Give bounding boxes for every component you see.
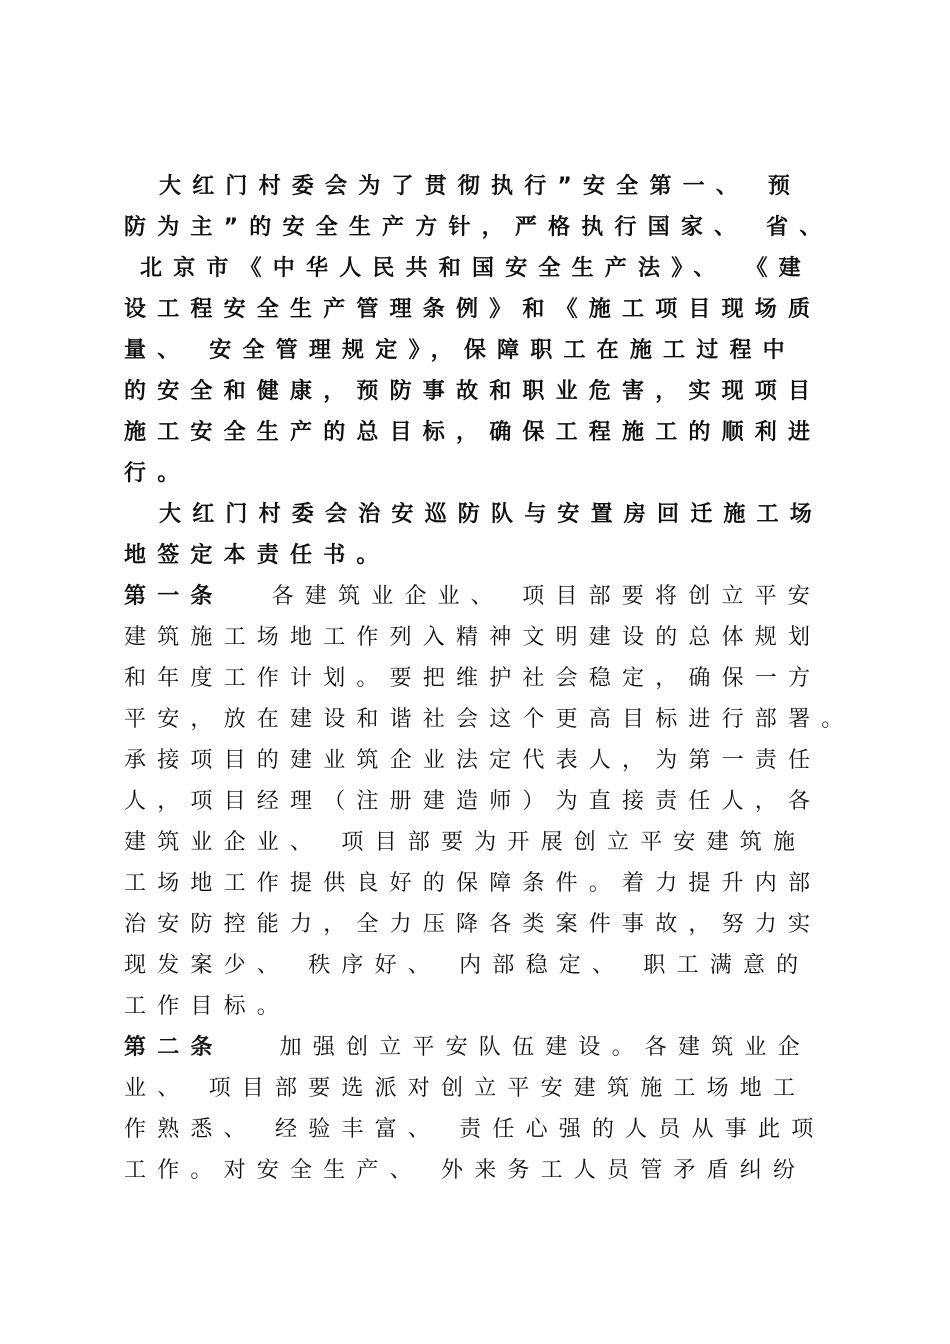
article-1-first-line xyxy=(124,582,821,612)
article-2-title: 第二条 xyxy=(124,1035,224,1060)
text-line-25: 工作。对安全生产、 外来务工人员管矛盾纠纷 xyxy=(124,1158,807,1183)
text-line-10: 地签定本责任书。 xyxy=(124,543,390,568)
text-line-7: 施工安全生产的总目标，确保工程施工的顺利进 xyxy=(124,420,822,445)
text-line-21: 工作目标。 xyxy=(124,994,291,1019)
text-line-11: 各建筑业企业、 项目部要将创立平安 xyxy=(271,584,822,609)
text-line-6: 的安全和健康，预防事故和职业危害，实现项目 xyxy=(124,379,822,404)
text-line-8: 行。 xyxy=(124,461,191,486)
text-line-16: 人，项目经理（注册建造师）为直接责任人，各 xyxy=(124,789,822,814)
text-line-9: 大红门村委会治安巡防队与安置房回迁施工场 xyxy=(159,502,824,527)
text-line-2: 防为主”的安全生产方针，严格执行国家、 省、 xyxy=(124,215,833,240)
text-line-22: 加强创立平安队伍建设。各建筑业企 xyxy=(279,1035,811,1060)
text-line-15: 承接项目的建业筑企业法定代表人，为第一责任 xyxy=(124,748,822,773)
text-line-14: 平安，放在建设和谐社会这个更高目标进行部署。 xyxy=(124,707,855,732)
text-line-12: 建筑施工场地工作列入精神文明建设的总体规划 xyxy=(124,625,822,650)
text-line-24: 作熟悉、 经验丰富、 责任心强的人员从事此项 xyxy=(124,1117,825,1142)
text-line-18: 工场地工作提供良好的保障条件。着力提升内部 xyxy=(124,871,822,896)
text-line-1: 大红门村委会为了贯彻执行”安全第一、 预 xyxy=(159,174,802,199)
article-2-first-line xyxy=(124,1033,811,1063)
text-line-17: 建筑业企业、 项目部要为开展创立平安建筑施 xyxy=(124,830,807,855)
text-line-3: 北京市《中华人民共和国安全生产法》、 《建 xyxy=(140,256,812,281)
article-1-title: 第一条 xyxy=(124,584,224,609)
text-line-5: 量、 安全管理规定》，保障职工在施工过程中 xyxy=(124,338,796,363)
text-line-23: 业、 项目部要选派对创立平安建筑施工场地工 xyxy=(124,1076,807,1101)
text-line-20: 现发案少、 秩序好、 内部稳定、 职工满意的 xyxy=(124,953,810,978)
text-line-13: 和年度工作计划。要把维护社会稳定，确保一方 xyxy=(124,666,822,691)
text-line-19: 治安防控能力，全力压降各类案件事故，努力实 xyxy=(124,912,822,937)
text-line-4: 设工程安全生产管理条例》和《施工项目现场质 xyxy=(124,297,822,322)
